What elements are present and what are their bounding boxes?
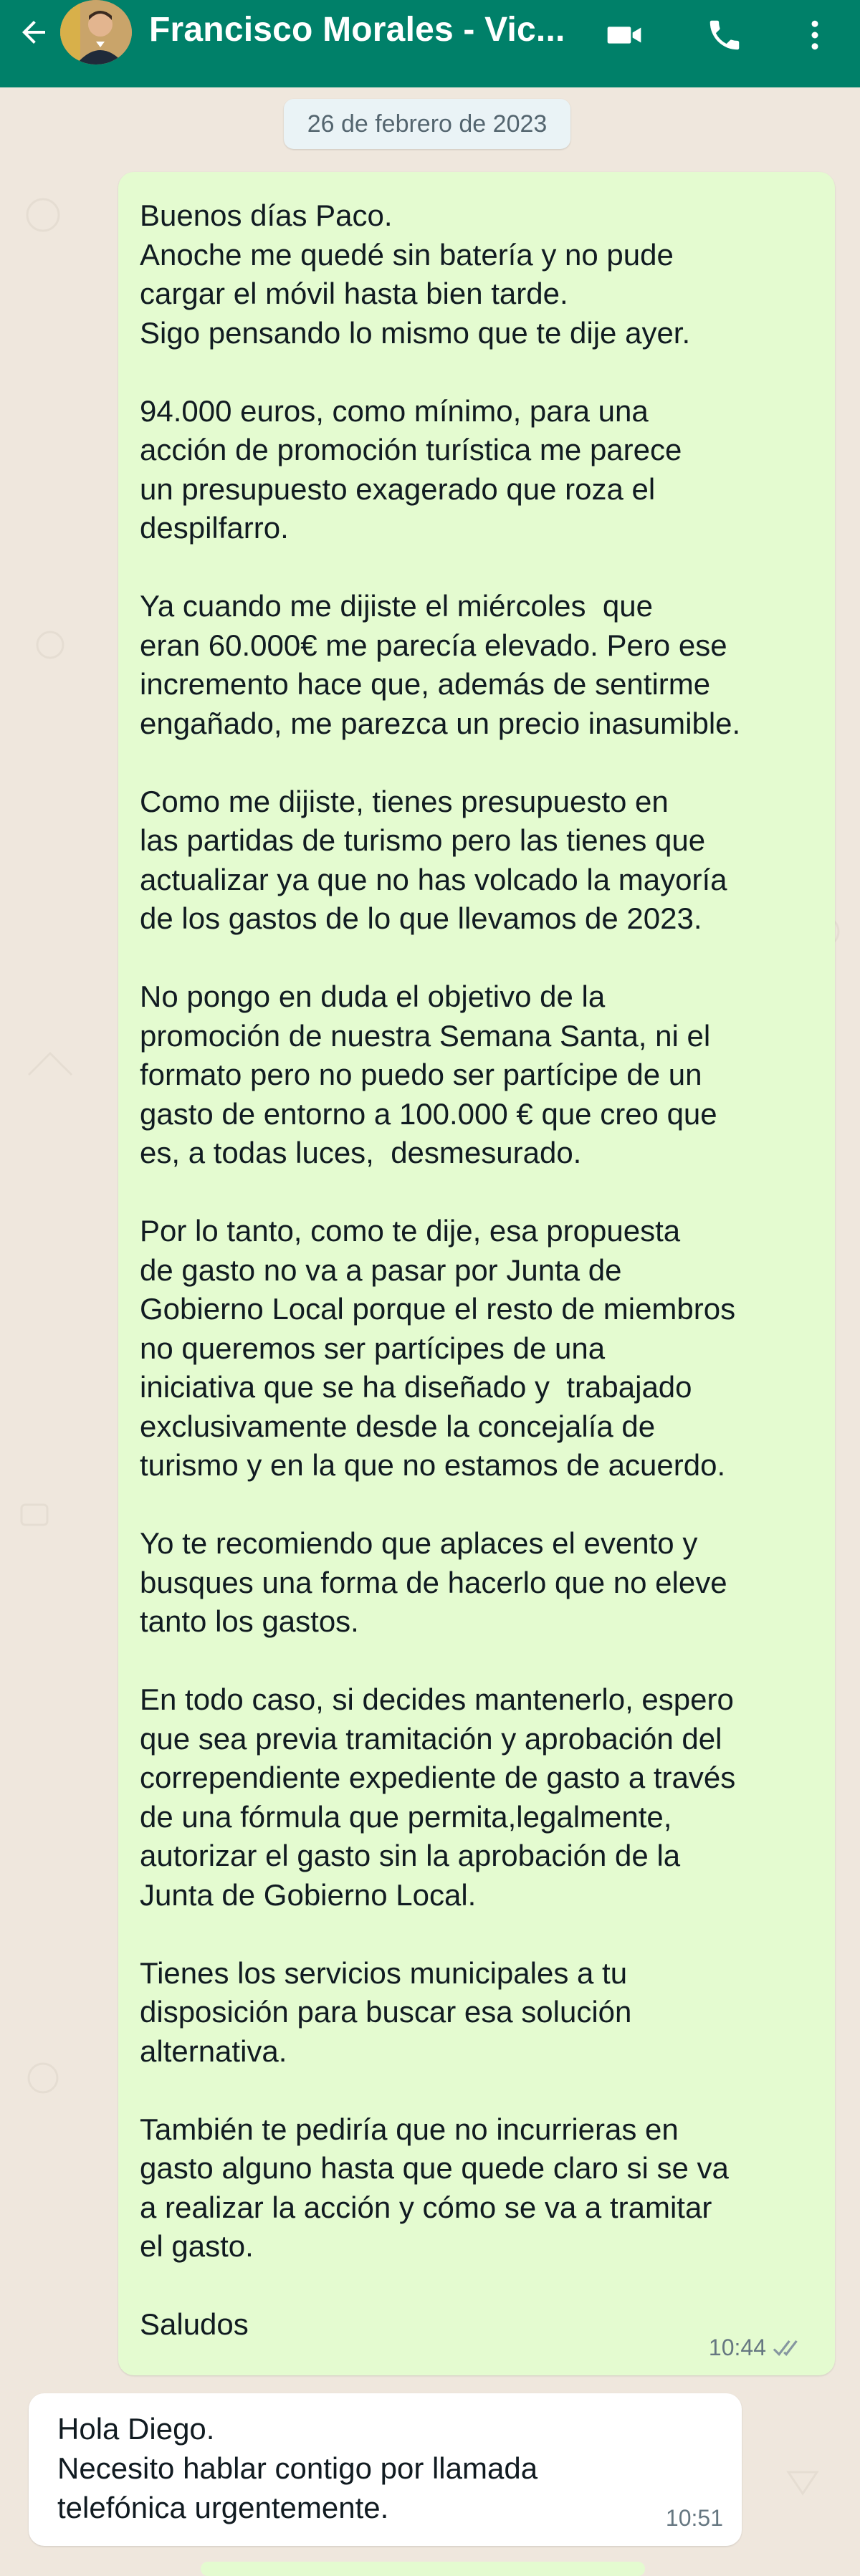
message-time: 10:44: [708, 2335, 766, 2360]
voice-call-button[interactable]: [699, 10, 750, 60]
more-options-button[interactable]: [790, 10, 840, 60]
contact-name[interactable]: Francisco Morales - Vic...: [149, 11, 565, 49]
message-text: Buenos días Paco. Anoche me quedé sin batería y no pude cargar el móvil hasta bien tarde. Sigo pensando lo mismo que te dije ayer. 94.000 euros, como mínimo, para una acción de promoción turística me parece un presupuesto exagerado que roza el despilfarro. Ya cuando me dijiste el miércoles que eran 60.000€ me parecía elevado. Pero ese incremento hace que, además de sentirme engañado, me parezca un precio inasumible. Como me dijiste, tienes presupuesto en las partidas de turismo pero las tienes que actualizar ya que no has volcado la mayoría de los gastos de lo que llevamos de 2023. No pongo en duda el objetivo de la promoción de nuestra Semana Santa, ni el formato pero no puedo ser partícipe de un gasto de entorno a 100.000 € que creo que es, a todas luces, desmesurado. Por lo tanto, como te dije, esa propuesta de gasto no va a pasar por Junta de Gobierno Local porque el resto de miembros no queremos ser partícipes de una iniciativa que se ha diseñado y trabajado exclusivamente desde la concejalía de turismo y en la que no estamos de acuerdo. Yo te recomiendo que aplaces el evento y busques una forma de hacerlo que no eleve tanto los gastos. En todo caso, si decides mantenerlo, espero que sea previa tramitación y aprobación del corrependiente expediente de gasto a través de una fórmula que permita,legalmente, autorizar el gasto sin la aprobación de la Junta de Gobierno Local. Tienes los servicios municipales a tu disposición para buscar esa solución alternativa. También te pediría que no incurrieras en gasto alguno hasta que quede claro si se va a realizar la acción y cómo se va a tramitar el gasto. Saludos: [140, 198, 741, 2341]
outgoing-message-bubble[interactable]: [118, 172, 835, 2375]
message-meta: [709, 2335, 805, 2361]
phone-icon: [705, 16, 744, 54]
contact-avatar[interactable]: [60, 0, 132, 64]
back-arrow-icon: [16, 15, 51, 49]
incoming-message-bubble[interactable]: [29, 2393, 742, 2546]
video-call-icon: [604, 15, 644, 55]
chat-header: [0, 0, 860, 87]
video-call-button[interactable]: [599, 10, 649, 60]
more-vert-icon: [796, 16, 834, 54]
message-time: 10:51: [665, 2505, 723, 2531]
outgoing-message-bubble-partial[interactable]: [201, 2562, 645, 2576]
back-button[interactable]: [9, 7, 59, 57]
date-separator: 26 de febrero de 2023: [284, 99, 570, 149]
double-check-icon: [772, 2337, 805, 2359]
message-text: Hola Diego. Necesito hablar contigo por llamada telefónica urgentemente.: [57, 2412, 538, 2524]
